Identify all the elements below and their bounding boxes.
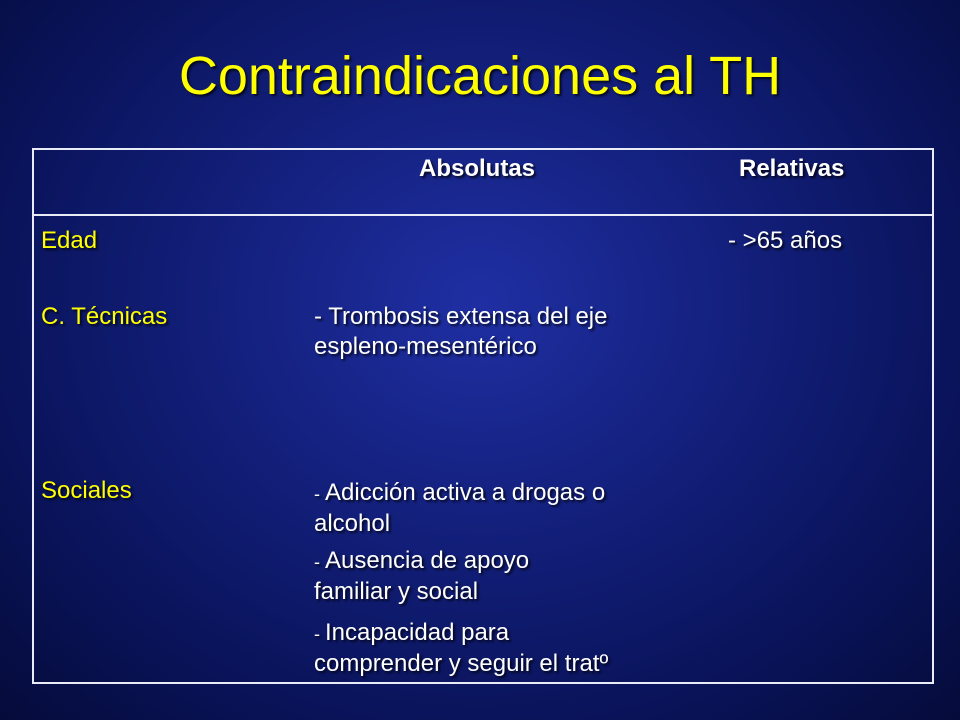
- row-label-sociales: Sociales: [41, 477, 132, 504]
- header-divider: [34, 214, 932, 216]
- absolutas-item-line2: espleno-mesentérico: [314, 333, 537, 360]
- absolutas-item-trombosis: [314, 302, 607, 362]
- header-absolutas: Absolutas: [419, 155, 536, 182]
- dash-marker: -: [314, 624, 325, 644]
- contraindications-table: [32, 148, 934, 684]
- absolutas-item-line2: familiar y social: [314, 578, 479, 605]
- absolutas-item-line1: Ausencia de apoyo: [325, 547, 530, 574]
- absolutas-item-line1: Adicción activa a drogas o: [325, 479, 606, 506]
- absolutas-item-apoyo: [314, 546, 529, 607]
- slide-title: Contraindicaciones al TH: [178, 46, 782, 106]
- relativas-edad: [728, 226, 842, 256]
- absolutas-item-line1: Trombosis extensa del eje: [328, 303, 608, 330]
- dash-marker: -: [728, 227, 743, 254]
- absolutas-item-adiccion: [314, 478, 605, 539]
- row-label-tecnicas: C. Técnicas: [41, 303, 168, 330]
- absolutas-item-line2: comprender y seguir el tratº: [314, 650, 609, 677]
- absolutas-item-line2: alcohol: [314, 510, 391, 537]
- absolutas-item-line1: Incapacidad para: [325, 619, 510, 646]
- row-label-edad: Edad: [41, 227, 98, 254]
- dash-marker: -: [314, 303, 329, 330]
- absolutas-item-incapacidad: [314, 618, 608, 679]
- header-relativas: Relativas: [739, 155, 845, 182]
- dash-marker: -: [314, 484, 325, 504]
- relativas-edad-text: >65 años: [742, 227, 843, 254]
- dash-marker: -: [314, 552, 325, 572]
